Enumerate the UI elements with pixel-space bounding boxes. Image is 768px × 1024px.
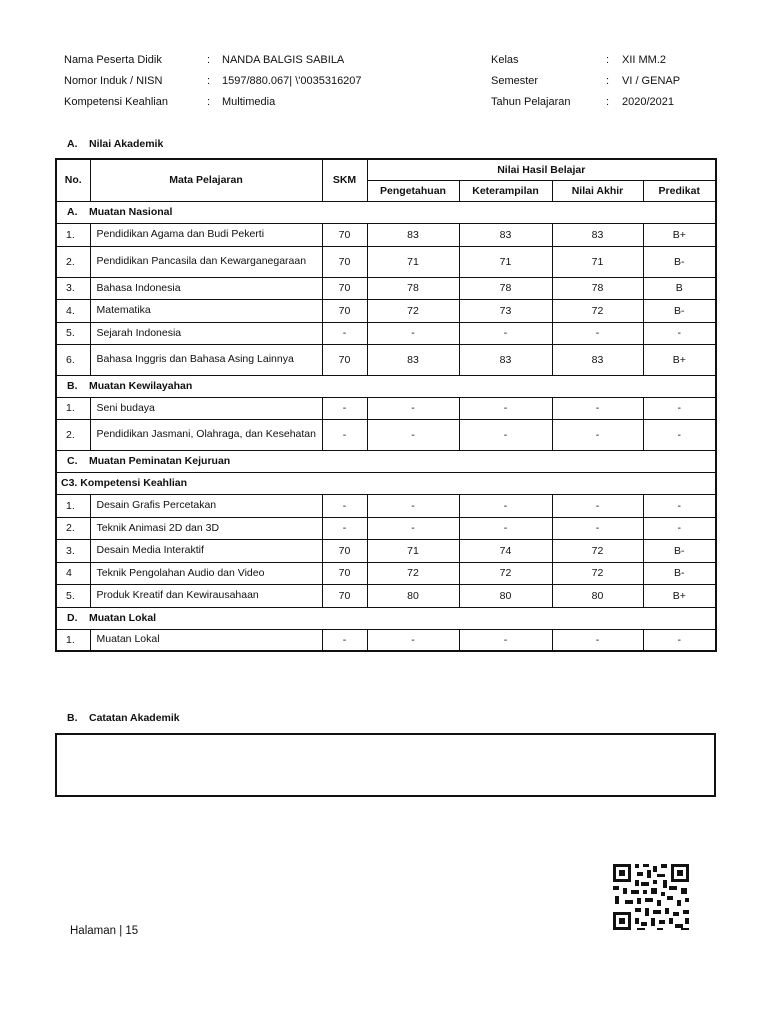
colon: : xyxy=(606,54,610,66)
subject-name: Sejarah Indonesia xyxy=(90,322,322,344)
table-row xyxy=(56,223,716,246)
page-number: Halaman | 15 xyxy=(70,925,139,937)
group-row xyxy=(56,201,716,223)
row-number: 5. xyxy=(56,584,90,607)
nilai-akhir-value: 83 xyxy=(552,223,643,246)
keterampilan-value: 72 xyxy=(459,562,552,584)
nilai-akhir-value: 83 xyxy=(552,344,643,375)
value-tahun: 2020/2021 xyxy=(622,96,674,108)
group-title-cell xyxy=(56,472,716,494)
table-row xyxy=(56,277,716,299)
subject-name: Bahasa Indonesia xyxy=(90,277,322,299)
group-title: Muatan Peminatan Kejuruan xyxy=(89,455,231,467)
subject-name: Pendidikan Agama dan Budi Pekerti xyxy=(90,223,322,246)
row-number: 1. xyxy=(56,223,90,246)
group-row xyxy=(56,607,716,629)
row-number: 1. xyxy=(56,397,90,419)
keterampilan-value: 74 xyxy=(459,539,552,562)
pengetahuan-value: 83 xyxy=(367,223,459,246)
table-row xyxy=(56,539,716,562)
value-kompetensi: Multimedia xyxy=(222,96,276,108)
pengetahuan-value: 71 xyxy=(367,539,459,562)
nilai-akhir-value: - xyxy=(552,419,643,450)
pengetahuan-value: - xyxy=(367,397,459,419)
header-keterampilan: Keterampilan xyxy=(459,180,552,201)
table-row xyxy=(56,246,716,277)
skm-value: 70 xyxy=(322,277,367,299)
keterampilan-value: - xyxy=(459,322,552,344)
value-nama: NANDA BALGIS SABILA xyxy=(222,54,345,66)
nilai-akhir-value: - xyxy=(552,322,643,344)
nilai-akhir-value: 80 xyxy=(552,584,643,607)
keterampilan-value: 83 xyxy=(459,223,552,246)
keterampilan-value: - xyxy=(459,517,552,539)
header-nilai-hasil-belajar: Nilai Hasil Belajar xyxy=(367,159,716,180)
colon: : xyxy=(207,96,211,108)
predikat-value: B+ xyxy=(643,223,716,246)
group-row xyxy=(56,472,716,494)
section-title-text: Catatan Akademik xyxy=(89,712,180,724)
subject-name: Pendidikan Pancasila dan Kewarganegaraan xyxy=(90,246,322,277)
row-number: 2. xyxy=(56,517,90,539)
group-letter: A. xyxy=(67,206,78,218)
nilai-akhir-value: - xyxy=(552,494,643,517)
keterampilan-value: 73 xyxy=(459,299,552,322)
row-number: 2. xyxy=(56,246,90,277)
header-mapel: Mata Pelajaran xyxy=(90,159,322,201)
keterampilan-value: 80 xyxy=(459,584,552,607)
predikat-value: - xyxy=(643,494,716,517)
pengetahuan-value: - xyxy=(367,494,459,517)
predikat-value: B xyxy=(643,277,716,299)
group-title-cell xyxy=(56,607,716,629)
subject-name: Matematika xyxy=(90,299,322,322)
subject-name: Pendidikan Jasmani, Olahraga, dan Kesehatan xyxy=(90,419,322,450)
group-letter: C. xyxy=(67,455,78,467)
nilai-akhir-value: - xyxy=(552,397,643,419)
colon: : xyxy=(606,75,610,87)
predikat-value: B- xyxy=(643,246,716,277)
row-number: 4. xyxy=(56,299,90,322)
keterampilan-value: - xyxy=(459,629,552,651)
predikat-value: B+ xyxy=(643,584,716,607)
predikat-value: - xyxy=(643,322,716,344)
skm-value: - xyxy=(322,517,367,539)
pengetahuan-value: 72 xyxy=(367,299,459,322)
colon: : xyxy=(207,75,211,87)
value-kelas: XII MM.2 xyxy=(622,54,667,66)
nilai-akhir-value: 72 xyxy=(552,539,643,562)
pengetahuan-value: - xyxy=(367,517,459,539)
label-tahun: Tahun Pelajaran xyxy=(491,96,571,108)
group-title-cell xyxy=(56,375,716,397)
table-row xyxy=(56,344,716,375)
catatan-akademik-content xyxy=(57,735,714,747)
header-pengetahuan: Pengetahuan xyxy=(367,180,459,201)
predikat-value: B- xyxy=(643,539,716,562)
subject-name: Desain Media Interaktif xyxy=(90,539,322,562)
predikat-value: - xyxy=(643,629,716,651)
section-b-title xyxy=(67,712,180,724)
catatan-akademik-box xyxy=(55,733,716,797)
section-letter: B. xyxy=(67,712,78,724)
skm-value: 70 xyxy=(322,344,367,375)
subject-name: Teknik Animasi 2D dan 3D xyxy=(90,517,322,539)
row-number: 6. xyxy=(56,344,90,375)
subject-name: Seni budaya xyxy=(90,397,322,419)
pengetahuan-value: 83 xyxy=(367,344,459,375)
subject-name: Teknik Pengolahan Audio dan Video xyxy=(90,562,322,584)
table-row xyxy=(56,629,716,651)
nilai-akhir-value: 72 xyxy=(552,299,643,322)
table-row xyxy=(56,562,716,584)
nilai-akhir-value: 78 xyxy=(552,277,643,299)
row-number: 5. xyxy=(56,322,90,344)
predikat-value: - xyxy=(643,517,716,539)
label-nama: Nama Peserta Didik xyxy=(64,54,162,66)
pengetahuan-value: - xyxy=(367,629,459,651)
row-number: 2. xyxy=(56,419,90,450)
group-title-cell xyxy=(56,450,716,472)
table-row xyxy=(56,419,716,450)
header-predikat: Predikat xyxy=(643,180,716,201)
label-kompetensi: Kompetensi Keahlian xyxy=(64,96,168,108)
table-row xyxy=(56,397,716,419)
group-letter: B. xyxy=(67,380,78,392)
label-nisn: Nomor Induk / NISN xyxy=(64,75,163,87)
keterampilan-value: - xyxy=(459,397,552,419)
keterampilan-value: 78 xyxy=(459,277,552,299)
row-number: 3. xyxy=(56,277,90,299)
skm-value: - xyxy=(322,322,367,344)
nilai-akhir-value: 71 xyxy=(552,246,643,277)
skm-value: - xyxy=(322,629,367,651)
keterampilan-value: 71 xyxy=(459,246,552,277)
group-letter: D. xyxy=(67,612,78,624)
skm-value: 70 xyxy=(322,562,367,584)
subject-name: Muatan Lokal xyxy=(90,629,322,651)
grades-body xyxy=(56,201,716,651)
row-number: 1. xyxy=(56,494,90,517)
qr-code-icon xyxy=(611,862,691,932)
skm-value: 70 xyxy=(322,584,367,607)
predikat-value: B+ xyxy=(643,344,716,375)
pengetahuan-value: 80 xyxy=(367,584,459,607)
keterampilan-value: - xyxy=(459,494,552,517)
grades-table xyxy=(55,158,717,652)
subject-name: Desain Grafis Percetakan xyxy=(90,494,322,517)
pengetahuan-value: 71 xyxy=(367,246,459,277)
pengetahuan-value: 78 xyxy=(367,277,459,299)
skm-value: 70 xyxy=(322,223,367,246)
group-row xyxy=(56,450,716,472)
table-row xyxy=(56,322,716,344)
nilai-akhir-value: - xyxy=(552,517,643,539)
label-kelas: Kelas xyxy=(491,54,519,66)
subject-name: Produk Kreatif dan Kewirausahaan xyxy=(90,584,322,607)
predikat-value: - xyxy=(643,419,716,450)
group-title: C3. Kompetensi Keahlian xyxy=(61,477,188,489)
keterampilan-value: 83 xyxy=(459,344,552,375)
keterampilan-value: - xyxy=(459,419,552,450)
row-number: 3. xyxy=(56,539,90,562)
skm-value: 70 xyxy=(322,539,367,562)
colon: : xyxy=(207,54,211,66)
group-title: Muatan Nasional xyxy=(89,206,173,218)
subject-name: Bahasa Inggris dan Bahasa Asing Lainnya xyxy=(90,344,322,375)
pengetahuan-value: - xyxy=(367,322,459,344)
group-title: Muatan Lokal xyxy=(89,612,157,624)
group-row xyxy=(56,375,716,397)
skm-value: - xyxy=(322,494,367,517)
section-a-title xyxy=(67,138,163,150)
row-number: 1. xyxy=(56,629,90,651)
section-letter: A. xyxy=(67,138,78,150)
group-title: Muatan Kewilayahan xyxy=(89,380,193,392)
table-row xyxy=(56,584,716,607)
pengetahuan-value: 72 xyxy=(367,562,459,584)
value-nisn: 1597/880.067| \'0035316207 xyxy=(222,75,362,87)
header-no: No. xyxy=(56,159,90,201)
skm-value: 70 xyxy=(322,299,367,322)
table-row xyxy=(56,299,716,322)
predikat-value: - xyxy=(643,397,716,419)
predikat-value: B- xyxy=(643,299,716,322)
skm-value: - xyxy=(322,397,367,419)
header-skm: SKM xyxy=(322,159,367,201)
predikat-value: B- xyxy=(643,562,716,584)
nilai-akhir-value: 72 xyxy=(552,562,643,584)
section-title-text: Nilai Akademik xyxy=(89,138,164,150)
pengetahuan-value: - xyxy=(367,419,459,450)
skm-value: 70 xyxy=(322,246,367,277)
table-row xyxy=(56,517,716,539)
value-semester: VI / GENAP xyxy=(622,75,681,87)
group-title-cell xyxy=(56,201,716,223)
row-number: 4 xyxy=(56,562,90,584)
colon: : xyxy=(606,96,610,108)
label-semester: Semester xyxy=(491,75,539,87)
header-nilai-akhir: Nilai Akhir xyxy=(552,180,643,201)
table-row xyxy=(56,494,716,517)
skm-value: - xyxy=(322,419,367,450)
nilai-akhir-value: - xyxy=(552,629,643,651)
